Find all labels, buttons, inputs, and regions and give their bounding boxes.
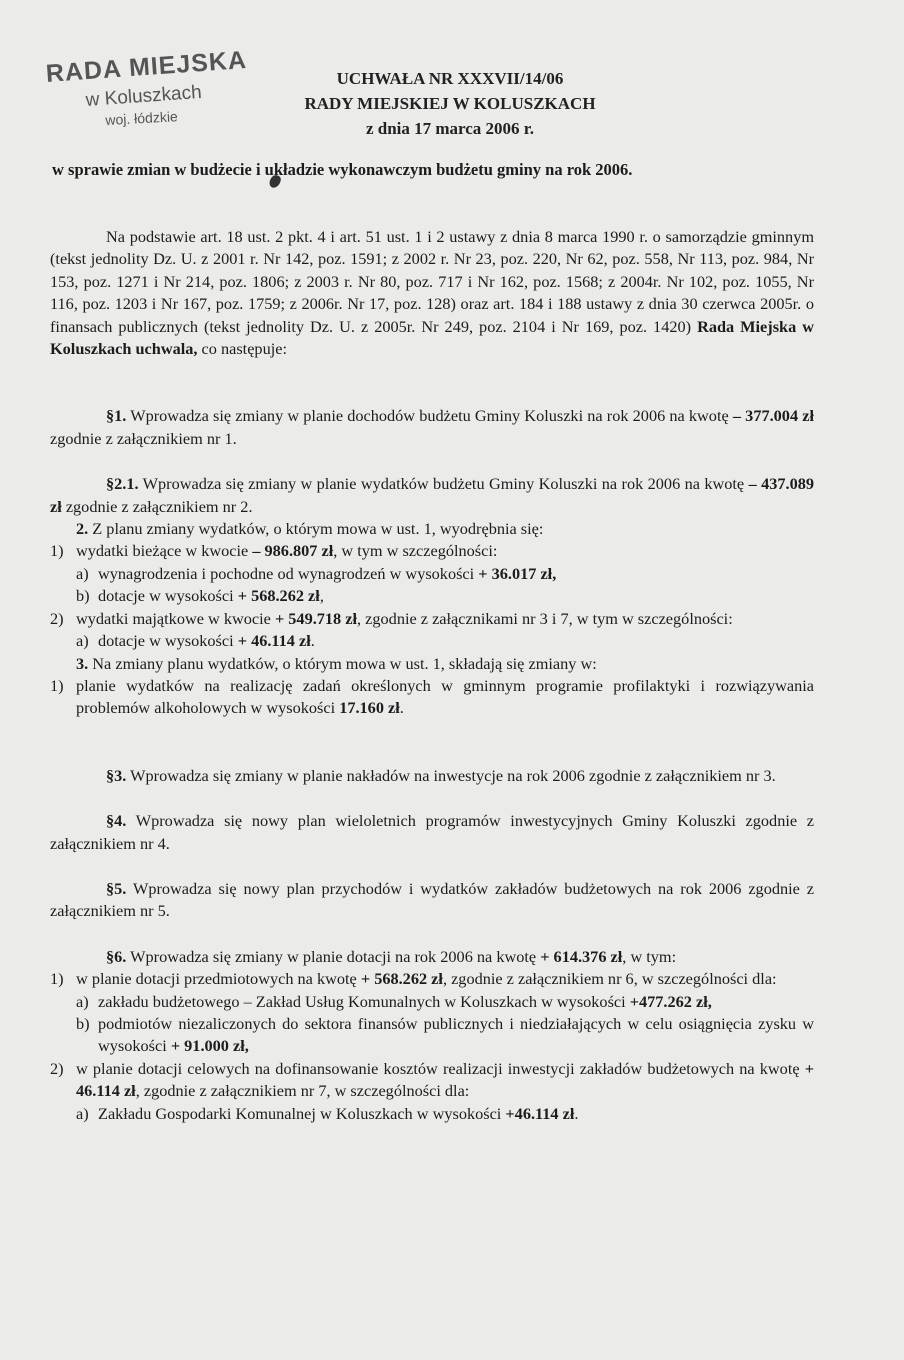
item-text: . [399, 698, 404, 718]
amount: + 568.262 zł [237, 586, 320, 606]
section-2 [50, 473, 814, 518]
amount: + 36.017 zł, [478, 563, 557, 583]
section-5 [50, 878, 814, 923]
list-item [50, 675, 814, 720]
item-letter: a) [76, 631, 89, 651]
section-text: zgodnie z załącznikiem nr 1. [50, 428, 237, 448]
item-number: 1) [50, 675, 64, 695]
item-text: dotacje w wysokości [98, 631, 238, 651]
point-number: 2. [76, 519, 89, 539]
item-letter: b) [76, 1013, 90, 1033]
amount: + 614.376 zł [540, 946, 623, 966]
list-subitem [50, 1013, 814, 1058]
list-subitem [50, 991, 814, 1013]
item-text: wydatki bieżące w kwocie [76, 541, 253, 561]
amount: + 91.000 zł, [170, 1036, 249, 1056]
item-text: , w tym w szczególności: [333, 541, 498, 561]
amount: – 437.089 zł [50, 474, 815, 516]
list-subitem [50, 630, 814, 652]
item-number: 2) [50, 1058, 64, 1078]
list-item [50, 608, 814, 630]
item-text: , zgodnie z załącznikami nr 3 i 7, w tym w szczególności: [357, 608, 733, 628]
item-letter: a) [76, 1103, 89, 1123]
amount: +477.262 zł, [629, 991, 712, 1011]
point-number: 3. [76, 653, 89, 673]
resolution-body [50, 226, 814, 1125]
section-4 [50, 810, 814, 855]
stamp-line-3: woj. łódzkie [105, 108, 179, 128]
section-text: Wprowadza się zmiany w planie wydatków budżetu Gminy Koluszki na rok 2006 na kwotę [138, 474, 749, 494]
item-text: wydatki majątkowe w kwocie [76, 608, 275, 628]
section-2-point-3 [50, 653, 814, 675]
item-text: dotacje w wysokości [98, 586, 238, 606]
section-text: Wprowadza się zmiany w planie nakładów na inwestycje na rok 2006 zgodnie z załącznikiem nr 3. [126, 765, 776, 785]
item-letter: a) [76, 991, 89, 1011]
section-number: §2.1. [106, 474, 139, 494]
item-text: , [319, 586, 324, 606]
resolution-date: z dnia 17 marca 2006 r. [365, 119, 535, 138]
item-number: 1) [50, 541, 64, 561]
item-letter: b) [76, 586, 90, 606]
section-number: §3. [106, 765, 127, 785]
section-text: zgodnie z załącznikiem nr 2. [61, 496, 253, 516]
resolution-title: UCHWAŁA NR XXXVII/14/06 [336, 69, 564, 88]
section-number: §4. [106, 811, 127, 831]
amount: + 46.114 zł [237, 631, 311, 651]
amount: + 568.262 zł [360, 969, 443, 989]
item-text: planie wydatków na realizację zadań określonych w gminnym programie profilaktyki i rozwiązywania problemów alkoholowych w wysokości [76, 675, 814, 718]
item-text: zakładu budżetowego – Zakład Usług Komunalnych w Koluszkach w wysokości [98, 991, 630, 1011]
list-subitem [50, 563, 814, 585]
section-6 [50, 946, 814, 968]
list-subitem [50, 585, 814, 607]
section-3 [50, 765, 814, 787]
section-2-point-2 [50, 518, 814, 540]
section-text: Wprowadza się zmiany w planie dochodów budżetu Gminy Koluszki na rok 2006 na kwotę [126, 406, 733, 426]
preamble-bold: Rada Miejska w Koluszkach uchwala, [50, 316, 815, 359]
section-text: Wprowadza się nowy plan przychodów i wydatków zakładów budżetowych na rok 2006 zgodnie z załącznikiem nr 5. [50, 878, 814, 921]
amount: +46.114 zł [505, 1103, 575, 1123]
section-text: Wprowadza się nowy plan wieloletnich programów inwestycyjnych Gminy Koluszki zgodnie z załącznikiem nr 4. [50, 811, 814, 853]
amount: 17.160 zł [339, 698, 400, 718]
preamble-text: Na podstawie art. 18 ust. 2 pkt. 4 i art. 51 ust. 1 i 2 ustawy z dnia 8 marca 1990 r. o samorządzie gminnym (tekst jednolity Dz. U. z 2001 r. Nr 142, poz. 1591; z 2002 r. Nr 23, poz. 220, Nr 62, poz. 558, Nr 113, poz. 984, Nr 153, poz. 1271 i Nr 214, poz. 1806; z 2003 r. Nr 80, poz. 717 i Nr 162, poz. 1568; z 2004r. Nr 102, poz. 1055, Nr 116, poz. 1203 i Nr 167, poz. 1759; z 2006r. Nr 17, poz. 128) oraz art. 184 i 188 ustawy z dnia 30 czerwca 2005r. o finansach publicznych (tekst jednolity Dz. U. z 2005r. Nr 249, poz. 2104 i Nr 169, poz. 1420) [50, 227, 814, 336]
item-text: Zakładu Gospodarki Komunalnej w Koluszkach w wysokości [98, 1103, 506, 1123]
resolution-issuer: RADY MIEJSKIEJ W KOLUSZKACH [304, 94, 596, 113]
item-number: 2) [50, 608, 64, 628]
item-text: w planie dotacji przedmiotowych na kwotę [76, 969, 361, 989]
section-number: §1. [106, 406, 127, 426]
preamble [50, 226, 814, 360]
list-item [50, 540, 814, 562]
preamble-end: co następuje: [197, 339, 287, 359]
item-text: podmiotów niezaliczonych do sektora finansów publicznych i niedziałających w celu osiągnięcia zysku w wysokości [98, 1013, 814, 1056]
resolution-header [240, 66, 660, 141]
item-text: wynagrodzenia i pochodne od wynagrodzeń w wysokości [98, 563, 479, 583]
section-1 [50, 405, 814, 450]
item-letter: a) [76, 563, 89, 583]
item-text: w planie dotacji celowych na dofinansowanie kosztów realizacji inwestycji zakładów budżetowych na kwotę [76, 1058, 805, 1078]
section-number: §6. [106, 946, 127, 966]
stamp-line-1: RADA MIEJSKA [45, 45, 248, 88]
amount: – 986.807 zł [252, 541, 334, 561]
amount: + 549.718 zł [274, 608, 358, 628]
point-text: Na zmiany planu wydatków, o którym mowa w ust. 1, składają się zmiany w: [88, 653, 597, 673]
item-text: , zgodnie z załącznikiem nr 6, w szczególności dla: [442, 969, 777, 989]
list-item [50, 968, 814, 990]
point-text: Z planu zmiany wydatków, o którym mowa w ust. 1, wyodrębnia się: [88, 519, 544, 539]
section-text: Wprowadza się zmiany w planie dotacji na rok 2006 na kwotę [126, 946, 541, 966]
section-text: , w tym: [622, 946, 677, 966]
list-item [50, 1058, 814, 1103]
item-text: . [574, 1103, 579, 1123]
stamp-line-2: w Koluszkach [85, 81, 203, 111]
section-number: §5. [106, 878, 127, 898]
item-text: . [310, 631, 315, 651]
item-text: , zgodnie z załącznikiem nr 7, w szczególności dla: [135, 1081, 470, 1101]
resolution-subject: w sprawie zmian w budżecie i układzie wykonawczym budżetu gminy na rok 2006. [52, 160, 633, 179]
item-number: 1) [50, 969, 64, 989]
list-subitem [50, 1103, 814, 1125]
amount: + 46.114 zł [76, 1058, 814, 1101]
amount: – 377.004 zł [732, 406, 815, 426]
